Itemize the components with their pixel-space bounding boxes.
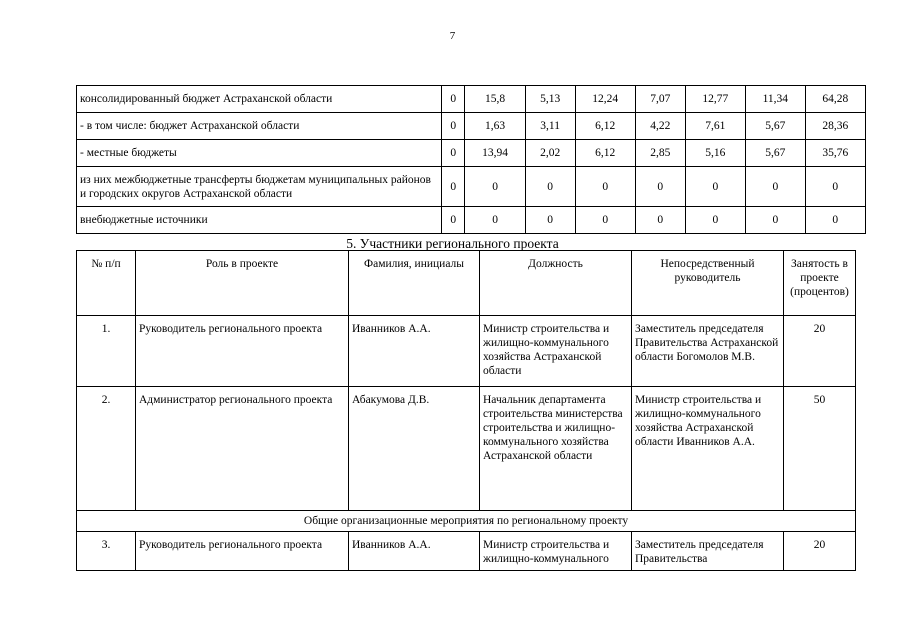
supervisor-cell: Министр строительства и жилищно-коммунального хозяйства Астраханской области Иванников А.А.	[632, 387, 784, 511]
budget-cell: 12,24	[575, 86, 635, 113]
budget-cell: 5,13	[525, 86, 575, 113]
header-employment: Занятость в проекте (процентов)	[784, 251, 856, 316]
budget-cell: 3,11	[525, 113, 575, 140]
budget-cell: 0	[442, 207, 465, 234]
budget-cell: 11,34	[746, 86, 806, 113]
name-cell: Абакумова Д.В.	[349, 387, 480, 511]
table-row	[77, 113, 866, 140]
budget-row-label: консолидированный бюджет Астраханской области	[77, 86, 442, 113]
section-title: 5. Участники регионального проекта	[346, 236, 559, 251]
table-row	[77, 167, 866, 207]
budget-cell: 5,67	[746, 113, 806, 140]
name-cell: Иванников А.А.	[349, 532, 480, 571]
header-num: № п/п	[77, 251, 136, 316]
budget-cell: 0	[805, 167, 865, 207]
budget-cell: 4,22	[635, 113, 685, 140]
budget-cell: 0	[635, 207, 685, 234]
budget-cell: 7,07	[635, 86, 685, 113]
budget-cell: 0	[685, 207, 745, 234]
budget-cell: 0	[746, 207, 806, 234]
budget-cell: 0	[442, 167, 465, 207]
budget-cell: 6,12	[575, 140, 635, 167]
budget-cell: 0	[465, 167, 525, 207]
table-row	[77, 86, 866, 113]
budget-cell: 13,94	[465, 140, 525, 167]
budget-cell: 0	[746, 167, 806, 207]
employment-cell: 20	[784, 532, 856, 571]
section-row	[77, 511, 856, 532]
budget-row-label: из них межбюджетные трансферты бюджетам муниципальных районов и городских округов Астраханской области	[77, 167, 442, 207]
budget-cell: 0	[575, 167, 635, 207]
row-number: 2.	[77, 387, 136, 511]
name-cell: Иванников А.А.	[349, 316, 480, 387]
participants-table	[76, 250, 856, 571]
position-cell: Министр строительства и жилищно-коммунального	[480, 532, 632, 571]
table-row	[77, 316, 856, 387]
role-cell: Администратор регионального проекта	[136, 387, 349, 511]
role-cell: Руководитель регионального проекта	[136, 316, 349, 387]
budget-row-label: - в том числе: бюджет Астраханской области	[77, 113, 442, 140]
budget-table	[76, 85, 866, 234]
budget-cell: 0	[635, 167, 685, 207]
budget-cell: 2,85	[635, 140, 685, 167]
table-row	[77, 140, 866, 167]
budget-cell: 0	[525, 167, 575, 207]
header-position: Должность	[480, 251, 632, 316]
employment-cell: 20	[784, 316, 856, 387]
header-name: Фамилия, инициалы	[349, 251, 480, 316]
header-row	[77, 251, 856, 316]
row-number: 1.	[77, 316, 136, 387]
budget-cell: 5,67	[746, 140, 806, 167]
supervisor-cell: Заместитель председателя Правительства Астраханской области Богомолов М.В.	[632, 316, 784, 387]
budget-row-label: - местные бюджеты	[77, 140, 442, 167]
section-row-label: Общие организационные мероприятия по региональному проекту	[77, 511, 856, 532]
role-cell: Руководитель регионального проекта	[136, 532, 349, 571]
position-cell: Начальник департамента строительства министерства строительства и жилищно-коммунального хозяйства Астраханской области	[480, 387, 632, 511]
budget-row-label: внебюджетные источники	[77, 207, 442, 234]
budget-cell: 0	[465, 207, 525, 234]
budget-cell: 0	[442, 113, 465, 140]
budget-cell: 0	[685, 167, 745, 207]
employment-cell: 50	[784, 387, 856, 511]
budget-cell: 35,76	[805, 140, 865, 167]
header-supervisor: Непосредственный руководитель	[632, 251, 784, 316]
header-role: Роль в проекте	[136, 251, 349, 316]
budget-cell: 0	[442, 140, 465, 167]
table-row	[77, 387, 856, 511]
budget-cell: 6,12	[575, 113, 635, 140]
budget-cell: 0	[805, 207, 865, 234]
budget-cell: 0	[575, 207, 635, 234]
budget-cell: 7,61	[685, 113, 745, 140]
budget-cell: 64,28	[805, 86, 865, 113]
supervisor-cell: Заместитель председателя Правительства	[632, 532, 784, 571]
row-number: 3.	[77, 532, 136, 571]
budget-cell: 1,63	[465, 113, 525, 140]
table-row	[77, 532, 856, 571]
position-cell: Министр строительства и жилищно-коммунального хозяйства Астраханской области	[480, 316, 632, 387]
budget-cell: 2,02	[525, 140, 575, 167]
budget-cell: 0	[442, 86, 465, 113]
budget-cell: 12,77	[685, 86, 745, 113]
budget-cell: 0	[525, 207, 575, 234]
page-number: 7	[449, 30, 456, 42]
budget-cell: 15,8	[465, 86, 525, 113]
budget-cell: 28,36	[805, 113, 865, 140]
table-row	[77, 207, 866, 234]
budget-cell: 5,16	[685, 140, 745, 167]
